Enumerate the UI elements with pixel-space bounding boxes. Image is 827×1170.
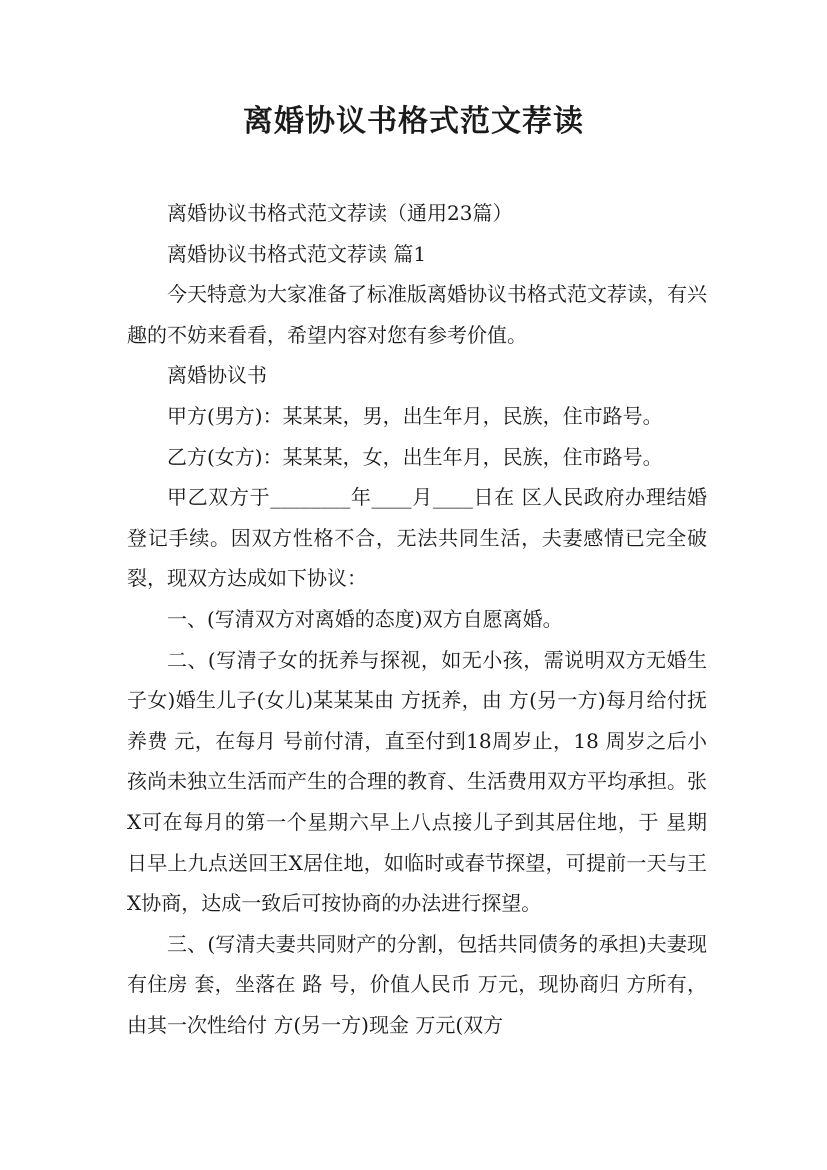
paragraph-clause-1: 一、(写清双方对离婚的态度)双方自愿离婚。 bbox=[167, 606, 563, 631]
paragraph-party-b: 乙方(女方)：某某某，女，出生年月，民族，住市路号。 bbox=[167, 444, 663, 469]
paragraph-heading-article-1: 离婚协议书格式范文荐读 篇1 bbox=[167, 241, 427, 266]
paragraph-clause-2: 二、(写清子女的抚养与探视，如无小孩，需说明双方无婚生子女)婚生儿子(女儿)某某某由 方抚养，由 方(另一方)每月给付抚养费 元，在每月 号前付清，直至付到18周岁止，18 周岁之后小孩尚未独立生活而产生的合理的教育、生活费用双方平均承担。张X可在每月的第一个星期六早上八点接儿子到其居住地，于 星期日早上九点送回王X居住地，如临时或春节探望，可提前一天与王X协商，达成一致后可按协商的办法进行探望。 bbox=[127, 647, 707, 916]
paragraph-heading-collection: 离婚协议书格式范文荐读（通用23篇） bbox=[167, 201, 513, 225]
paragraph-marriage-registration: 甲乙双方于________年____月____日在 区人民政府办理结婚登记手续。因双方性格不合，无法共同生活，夫妻感情已完全破裂，现双方达成如下协议： bbox=[127, 485, 707, 591]
document-title: 离婚协议书格式范文荐读 bbox=[243, 104, 584, 139]
paragraph-agreement-title: 离婚协议书 bbox=[167, 363, 267, 388]
paragraph-intro: 今天特意为大家准备了标准版离婚协议书格式范文荐读，有兴趣的不妨来看看，希望内容对您有参考价值。 bbox=[127, 282, 707, 347]
document-body bbox=[127, 193, 707, 1045]
paragraph-clause-3: 三、(写清夫妻共同财产的分割，包括共同债务的承担)夫妻现有住房 套，坐落在 路 号，价值人民币 万元，现协商归 方所有，由其一次性给付 方(另一方)现金 万元(双方 bbox=[127, 931, 707, 1037]
paragraph-party-a: 甲方(男方)：某某某，男，出生年月，民族，住市路号。 bbox=[167, 403, 663, 428]
